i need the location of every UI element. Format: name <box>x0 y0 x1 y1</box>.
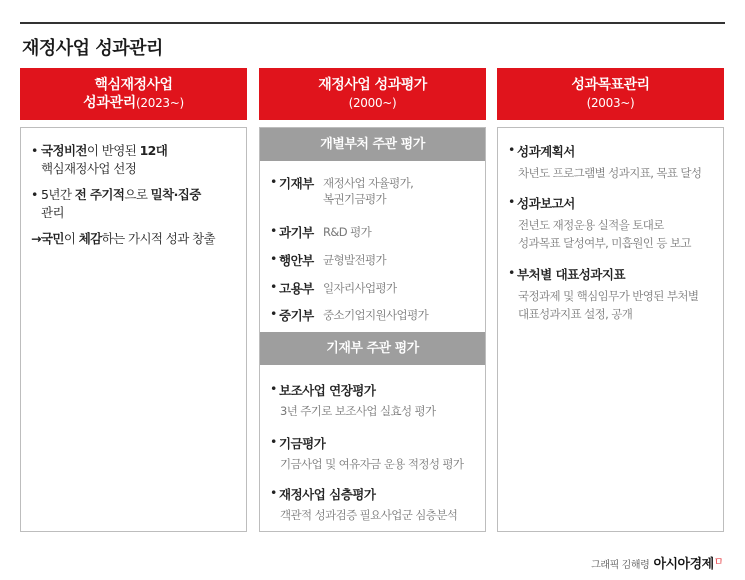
column-body-core <box>20 127 247 532</box>
page-title: 재정사업 성과관리 <box>22 38 163 59</box>
section-header-mofe: 기재부 주관 평가 <box>260 332 485 365</box>
column-title: 재정사업 성과평가 <box>318 77 427 93</box>
column-goal-management <box>497 68 724 321</box>
column-core-projects <box>20 68 247 246</box>
section-header-ministry: 개별부처 주관 평가 <box>260 128 485 161</box>
column-subtitle: 성과관리(2023~) <box>83 95 184 111</box>
core-list <box>31 142 241 256</box>
credit <box>591 553 723 572</box>
column-header-evaluation <box>259 68 486 120</box>
list-item: • 5년간 전 주기적으로 밀착·집중 관리 <box>31 187 201 220</box>
column-subtitle: (2003~) <box>586 96 635 110</box>
column-subtitle: (2000~) <box>348 96 397 110</box>
list-item: • 국정비전이 반영된 12대 핵심재정사업 선정 <box>31 143 168 176</box>
brand-mark-icon: ㅁ <box>713 557 723 568</box>
list-item: →국민이 체감하는 가시적 성과 창출 <box>31 231 216 246</box>
column-title: 핵심재정사업 <box>94 77 173 93</box>
brand-logo: 아시아경제 <box>653 557 714 572</box>
credit-label: 그래픽 김해령 <box>591 560 650 571</box>
column-body-goal: • 성과계획서 차년도 프로그램별 성과지표, 목표 달성 • 성과보고서 전년도 재정운용 실적을 토대로 성과목표 달성여부, 미흡원인 등 보고 • 부처별 대표성과지표 국정과제 및 핵심임무가 반영된 부처별 대표성과지표 설정, 공개 <box>497 127 724 532</box>
column-header-goal <box>497 68 724 120</box>
column-performance-evaluation <box>259 68 486 522</box>
column-header-core <box>20 68 247 120</box>
column-body-evaluation: 개별부처 주관 평가 • 기재부 재정사업 자율평가, 복권기금평가 • 과기부 R&D 평가 • 행안부 균형발전평가 • 고용부 일자리사업평가 • 중기부 중소기업지원사업평가 기재부 주관 평가 • 보조사업 연장평가 3년 주기로 보조사업 실효성 평가 • 기금평가 기금사업 및 여유자금 운용 적정성 평가 • 재정사업 심층평가 객관적 성과검증 필요사업군 심층분석 <box>259 127 486 532</box>
top-rule <box>20 22 725 24</box>
column-title: 성과목표관리 <box>571 77 650 93</box>
